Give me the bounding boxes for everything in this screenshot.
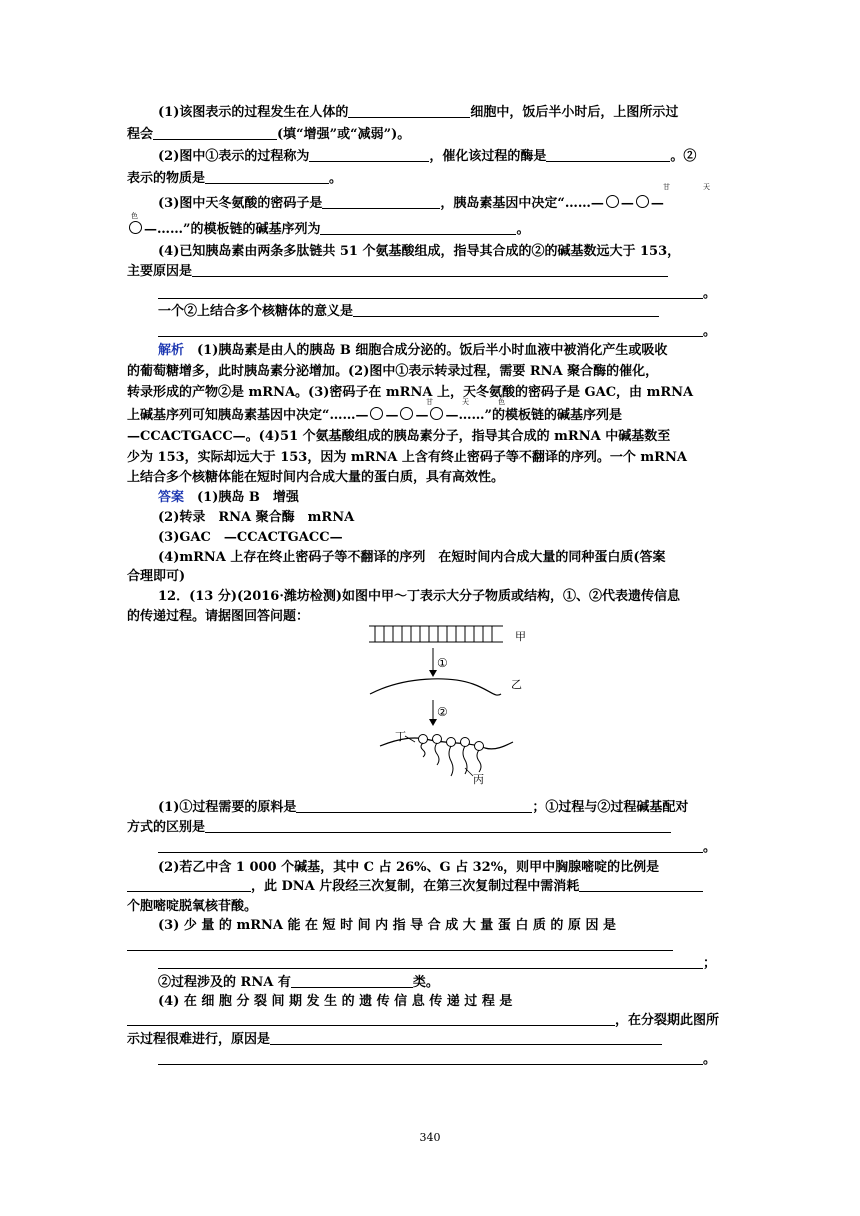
answer-blank[interactable] xyxy=(158,1050,703,1065)
answer-blank[interactable] xyxy=(127,877,251,892)
answer-label: 答案 xyxy=(158,490,185,505)
analysis-line4: 上碱基序列可知胰岛素基因中决定“……— — — —……”的模板链的碱基序列是 xyxy=(127,408,622,423)
analysis-line2: 的葡萄糖增多，此时胰岛素分泌增加。(2)图中①表示转录过程，需要 RNA 聚合酶的催化， xyxy=(127,364,659,379)
q12-part4-line3: 示过程很难进行，原因是 xyxy=(127,1030,737,1050)
answer-blank[interactable] xyxy=(322,194,440,209)
answer-blank[interactable] xyxy=(291,973,413,988)
q12-part2-line3: 个胞嘧啶脱氧核苷酸。 xyxy=(127,899,258,914)
answer-blank[interactable] xyxy=(127,1011,615,1026)
label-jia: 甲 xyxy=(515,630,526,643)
analysis-line1: 解析 (1)胰岛素是由人的胰岛 B 细胞合成分泌的。饭后半小时血液中被消化产生或吸收 xyxy=(158,343,668,358)
page-number: 340 xyxy=(419,1131,441,1144)
codon-circle xyxy=(636,195,649,208)
answer-blank[interactable] xyxy=(205,818,671,833)
answer-blank[interactable] xyxy=(320,220,516,235)
q12-part3-line3: ； xyxy=(158,954,737,974)
answer-blank[interactable] xyxy=(579,877,703,892)
answer-blank[interactable] xyxy=(205,169,329,184)
answer-blank[interactable] xyxy=(158,322,703,337)
arrow-step1 xyxy=(429,648,437,677)
answer-line3: (3)GAC —CCACTGACC— xyxy=(158,530,343,545)
codon-circle xyxy=(400,407,413,420)
q11-part2-line2: 表示的物质是 。 xyxy=(127,171,343,186)
ribosome xyxy=(475,742,484,751)
answer-blank[interactable] xyxy=(127,936,673,951)
label-step2: ② xyxy=(437,705,448,719)
answer-line1: 答案 (1)胰岛 B 增强 xyxy=(158,490,299,505)
answer-blank[interactable] xyxy=(192,262,668,277)
polypeptide-chain xyxy=(477,750,481,772)
analysis-line6: 少为 153，实际却远大于 153，因为 mRNA 上含有终止密码子等不翻译的序列。一个 mRNA xyxy=(127,450,687,465)
answer-blank[interactable] xyxy=(153,125,277,140)
q12-part4-line2: ，在分裂期此图所 xyxy=(127,1011,737,1031)
q12-part3-line4: ②过程涉及的 RNA 有 类。 xyxy=(158,975,439,990)
ribosome xyxy=(433,735,442,744)
answer-blank[interactable] xyxy=(546,147,670,162)
answer-blank[interactable] xyxy=(296,798,532,813)
answer-blank[interactable] xyxy=(309,147,429,162)
analysis-label: 解析 xyxy=(158,343,185,358)
q11-part3-line1: (3)图中天冬氨酸的密码子是 ，胰岛素基因中决定“……— — — xyxy=(158,196,664,211)
q12-part3-line1: (3) 少 量 的 mRNA 能 在 短 时 间 内 指 导 合 成 大 量 蛋 白 质 的 原 因 是 xyxy=(158,918,616,933)
q12-intro-line2: 的传递过程。请据图回答问题： xyxy=(127,609,310,624)
ribosome xyxy=(447,738,456,747)
codon-circle xyxy=(370,407,383,420)
label-ding: 丁 xyxy=(395,730,406,743)
answer-blank[interactable] xyxy=(353,302,659,317)
polypeptide-chain xyxy=(421,743,425,757)
answer-blank[interactable] xyxy=(158,838,703,853)
q12-part1-line2: 方式的区别是 xyxy=(127,818,737,838)
q12-intro-line1: 12．(13 分)(2016·潍坊检测)如图中甲～丁表示大分子物质或结构，①、②代表遗传信息 xyxy=(158,589,681,604)
q11-part4-line5: 。 xyxy=(158,322,737,342)
answer-blank[interactable] xyxy=(158,954,703,969)
answer-line2: (2)转录 RNA 聚合酶 mRNA xyxy=(158,510,355,525)
q11-part3-line2: —……”的模板链的碱基序列为 。 xyxy=(127,220,737,240)
q11-part4-line1: (4)已知胰岛素由两条多肽链共 51 个氨基酸组成，指导其合成的②的碱基数远大于 153， xyxy=(158,244,681,259)
q12-part4-line1: (4) 在 细 胞 分 裂 间 期 发 生 的 遗 传 信 息 传 递 过 程 是 xyxy=(158,994,513,1009)
q12-part3-line2 xyxy=(127,936,737,956)
q11-part1-line2: 程会 (填“增强”或“减弱”)。 xyxy=(127,127,411,142)
answer-blank[interactable] xyxy=(270,1030,662,1045)
codon-circle xyxy=(606,195,619,208)
answer-line4: (4)mRNA 上存在终止密码子等不翻译的序列 在短时间内合成大量的同种蛋白质(答案 xyxy=(158,550,666,565)
amino-mark-gan: 甘 xyxy=(663,183,670,191)
amino-mark-se: 色 xyxy=(498,398,505,406)
answer-blank[interactable] xyxy=(348,103,470,118)
q12-part4-line4: 。 xyxy=(158,1050,737,1070)
ribosome xyxy=(419,735,428,744)
q11-part2-line1: (2)图中①表示的过程称为 ，催化该过程的酶是 。② xyxy=(158,149,697,164)
analysis-line3: 转录形成的产物②是 mRNA。(3)密码子在 mRNA 上，天冬氨酸的密码子是 GAC，由 mRNA xyxy=(127,385,694,400)
analysis-line7: 上结合多个核糖体能在短时间内合成大量的蛋白质，具有高效性。 xyxy=(127,470,505,485)
codon-circle xyxy=(129,221,142,234)
q11-part4-line2: 主要原因是 xyxy=(127,262,737,282)
q12-part2-line1: (2)若乙中含 1 000 个碱基，其中 C 占 26%、G 占 32%，则甲中胸腺嘧啶的比例是 xyxy=(158,860,660,875)
q12-part1-line3: 。 xyxy=(158,838,737,858)
mrna-strand-yi xyxy=(370,679,501,695)
amino-mark-se: 色 xyxy=(131,212,138,220)
label-yi: 乙 xyxy=(511,678,522,691)
polypeptide-chain xyxy=(435,743,439,765)
ribosome-group xyxy=(419,735,484,777)
label-step1: ① xyxy=(437,656,448,670)
q11-part1-line1: (1)该图表示的过程发生在人体的 细胞中，饭后半小时后，上图所示过 xyxy=(158,105,679,120)
dna-strand-jia xyxy=(369,626,503,642)
translation-diagram xyxy=(355,618,545,788)
polypeptide-chain xyxy=(449,746,453,776)
amino-mark-gan: 甘 xyxy=(426,398,433,406)
q12-part2-line2: ，此 DNA 片段经三次复制，在第三次复制过程中需消耗 xyxy=(127,877,737,897)
answer-line5: 合理即可) xyxy=(127,569,186,584)
answer-blank[interactable] xyxy=(158,284,703,299)
amino-mark-tian: 天 xyxy=(462,398,469,406)
q11-part4-line4: 一个②上结合多个核糖体的意义是 xyxy=(158,302,737,322)
codon-circle xyxy=(430,407,443,420)
arrow-step2 xyxy=(429,700,437,726)
label-bing: 丙 xyxy=(473,773,484,786)
q12-part1-line1: (1)①过程需要的原料是 ；①过程与②过程碱基配对 xyxy=(158,800,689,815)
ribosome xyxy=(461,738,470,747)
analysis-line5: —CCACTGACC—。(4)51 个氨基酸组成的胰岛素分子，指导其合成的 mRNA 中碱基数至 xyxy=(127,429,671,444)
q11-part4-line3: 。 xyxy=(158,284,737,304)
amino-mark-tian: 天 xyxy=(703,183,710,191)
